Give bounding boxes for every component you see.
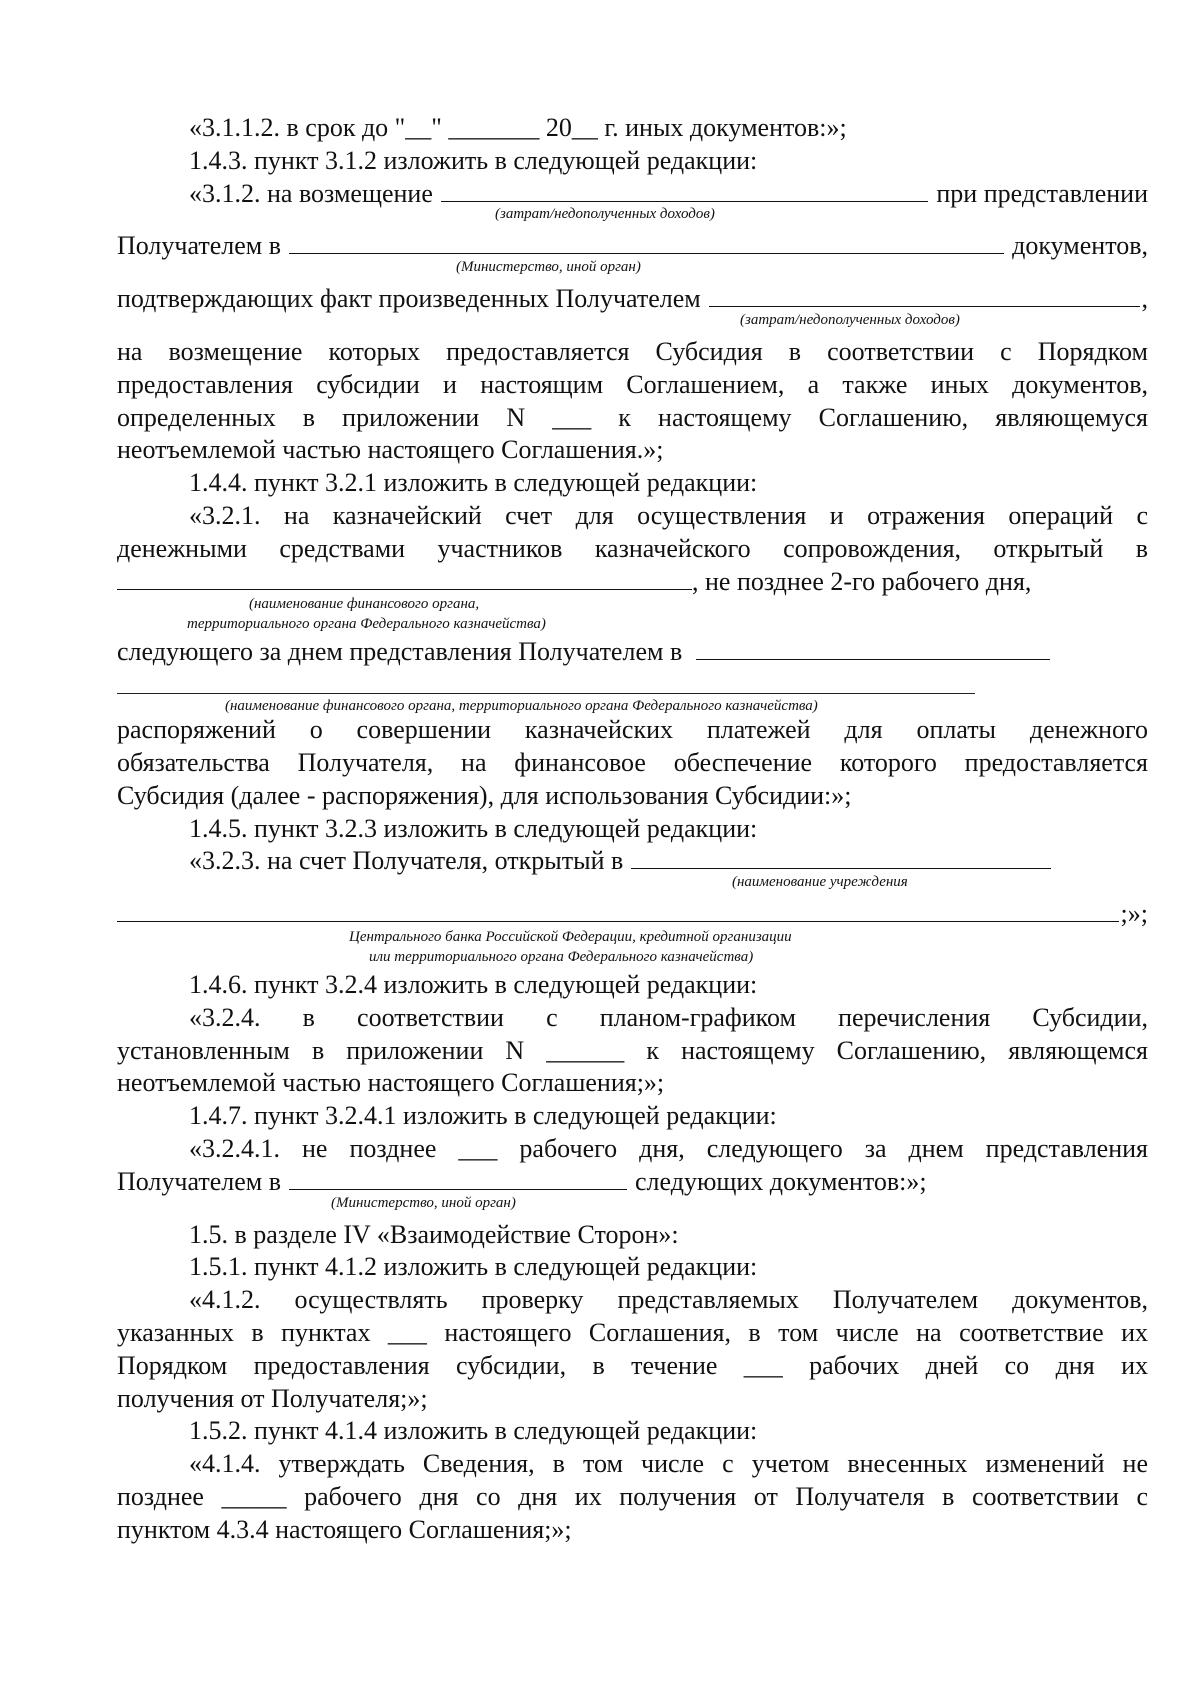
text-line: получения от Получателя;»; [117, 1383, 428, 1413]
text: подтверждающих факт произведенных Получателем [117, 284, 701, 314]
text-line: 1.4.7. пункт 3.2.4.1 изложить в следующей редакции: [189, 1101, 777, 1131]
text-line: 1.4.4. пункт 3.2.1 изложить в следующей редакции: [189, 468, 758, 498]
text: Получателем в [117, 231, 281, 261]
field-caption: или территориального органа Федерального казначейства) [369, 948, 754, 965]
text-line: «3.2.1. на казначейский счет для осуществления и отражения операций с [189, 500, 1148, 530]
text: документов, [1012, 231, 1148, 261]
text-line: 1.4.3. пункт 3.1.2 изложить в следующей редакции: [189, 145, 758, 175]
caption-line [117, 311, 1148, 336]
text-line-blank [117, 898, 1148, 931]
text-line: «3.2.4.1. не позднее ___ рабочего дня, следующего за днем представления [189, 1133, 1148, 1163]
caption-line [117, 874, 1148, 898]
field-caption: (Министерство, иной орган) [456, 259, 641, 276]
field-caption: Центрального банка Российской Федерации, кредитной организации [349, 928, 792, 945]
text-line: указанных в пунктах ___ настоящего Соглашения, в том числе на соответствие их [117, 1317, 1148, 1347]
text-line: 1.4.6. пункт 3.2.4 изложить в следующей редакции: [189, 969, 758, 999]
caption-line [117, 598, 1148, 636]
field-caption: (затрат/недополученных доходов) [495, 206, 715, 223]
text-line: «4.1.2. осуществлять проверку представляемых Получателем документов, [189, 1285, 1148, 1315]
text-line: неотъемлемой частью настоящего Соглашения;»; [117, 1068, 665, 1098]
document-body [117, 112, 1148, 1546]
text: «3.2.3. на счет Получателя, открытый в [189, 846, 624, 876]
field-caption: (затрат/недополученных доходов) [740, 311, 960, 328]
blank-field [289, 1167, 627, 1190]
field-caption: (наименование финансового органа, [249, 596, 480, 613]
text-line: «3.1.1.2. в срок до "__" _______ 20__ г. иных документов:»; [189, 113, 847, 142]
text-line: обязательства Получателя, на финансовое обеспечение которого предоставляется [117, 747, 1148, 777]
blank-field [709, 284, 1140, 307]
text-line: на возмещение которых предоставляется Субсидия в соответствии с Порядком [117, 336, 1148, 366]
blank-field [441, 179, 928, 202]
text-line: Порядком предоставления субсидии, в течение ___ рабочих дней со дня их [117, 1350, 1148, 1380]
text-line: денежными средствами участников казначейского сопровождения, открытый в [117, 533, 1148, 563]
caption-line [117, 206, 1148, 230]
text: при представлении [936, 178, 1148, 208]
text-line: пунктом 4.3.4 настоящего Соглашения;»; [117, 1514, 572, 1544]
text-line-blank [117, 636, 1148, 669]
blank-field [289, 231, 1004, 254]
text-line: 1.5. в разделе IV «Взаимодействие Сторон»: [189, 1219, 679, 1249]
text: следующих документов:»; [635, 1166, 927, 1196]
blank-field [696, 637, 1050, 660]
text: , не позднее 2-го рабочего дня, [692, 566, 1032, 596]
text-line-blank [117, 566, 1148, 599]
caption-line [117, 928, 1148, 969]
text: «3.1.2. на возмещение [189, 178, 433, 208]
text-line: предоставления субсидии и настоящим Соглашением, а также иных документов, [117, 369, 1148, 399]
text-line-blank [117, 845, 1148, 878]
text-line: неотъемлемой частью настоящего Соглашения.»; [117, 435, 664, 465]
field-caption: территориального органа Федерального казначейства) [187, 616, 546, 633]
text-line-blank [117, 283, 1148, 316]
field-caption: (наименование финансового органа, территориального органа Федерального казначейства) [225, 698, 818, 715]
text-line: установленным в приложении N ______ к настоящему Соглашению, являющемся [117, 1035, 1148, 1065]
text: ;»; [1120, 899, 1148, 929]
text-line: распоряжений о совершении казначейских платежей для оплаты денежного [117, 715, 1148, 745]
caption-line [117, 1194, 1148, 1219]
text-line: 1.5.1. пункт 4.1.2 изложить в следующей редакции: [189, 1252, 758, 1282]
text-line: Субсидия (далее - распоряжения), для использования Субсидии:»; [117, 780, 852, 810]
text-line-blank [117, 1166, 1148, 1199]
text: , [1141, 284, 1148, 314]
text: следующего за днем представления Получателем в [117, 637, 683, 667]
field-caption: (Министерство, иной орган) [331, 1194, 516, 1211]
blank-field [117, 567, 692, 590]
text-line: позднее _____ рабочего дня со дня их получения от Получателя в соответствии с [117, 1481, 1148, 1511]
blank-field [117, 899, 1119, 922]
text-line: «4.1.4. утверждать Сведения, в том числе с учетом внесенных изменений не [189, 1449, 1148, 1479]
text-line: определенных в приложении N ___ к настоящему Соглашению, являющемуся [117, 402, 1148, 432]
text-line: 1.4.5. пункт 3.2.3 изложить в следующей редакции: [189, 813, 758, 843]
text-line: «3.2.4. в соответствии с планом-графиком перечисления Субсидии, [189, 1002, 1148, 1032]
text-line: 1.5.2. пункт 4.1.4 изложить в следующей редакции: [189, 1416, 758, 1446]
caption-line [117, 259, 1148, 283]
text: Получателем в [117, 1166, 281, 1196]
caption-line [117, 694, 1148, 714]
field-caption: (наименование учреждения [732, 874, 908, 891]
blank-field [631, 846, 1051, 869]
